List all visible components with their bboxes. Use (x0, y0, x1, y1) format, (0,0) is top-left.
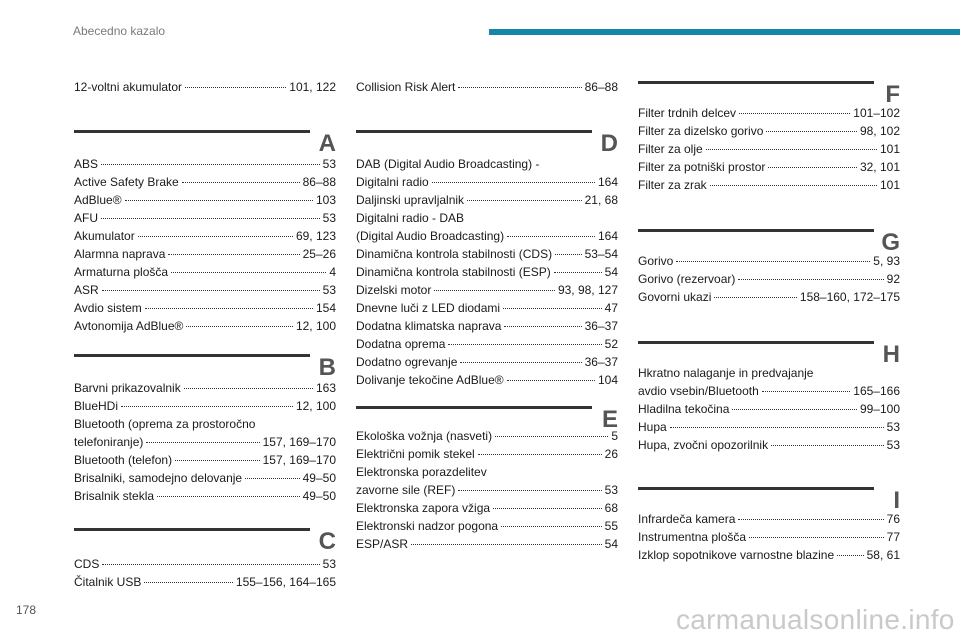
entry-text: Active Safety Brake (74, 175, 179, 189)
entry-text: Filter za zrak (638, 178, 707, 192)
index-entry (638, 158, 900, 176)
dot-leader (555, 254, 582, 255)
entry-pages: 58, 61 (866, 548, 900, 562)
entry-pages: 36–37 (584, 319, 618, 333)
dot-leader (146, 442, 259, 443)
watermark: carmanualsonline.info (676, 604, 955, 635)
section-letter: E (601, 406, 618, 433)
dot-leader (184, 388, 313, 389)
index-entry (74, 379, 336, 397)
entry-text: Elektronski nadzor pogona (356, 519, 499, 533)
dot-leader (766, 131, 857, 132)
index-entry (356, 173, 618, 191)
entry-pages: 103 (315, 193, 336, 207)
index-entry (638, 400, 900, 418)
section-rule (74, 130, 310, 133)
dot-leader (125, 200, 313, 201)
dot-leader (138, 236, 293, 237)
index-entry (356, 499, 618, 517)
index-entry (638, 528, 900, 546)
dot-leader (501, 526, 602, 527)
index-entry (356, 245, 618, 263)
dot-leader (739, 113, 850, 114)
index-entry (638, 288, 900, 306)
entry-text: Čitalnik USB (74, 575, 142, 589)
entry-text: Hladilna tekočina (638, 402, 730, 416)
entry-text: Daljinski upravljalnik (356, 193, 465, 207)
dot-leader (768, 167, 857, 168)
index-entry (74, 433, 336, 451)
entry-pages: 101–102 (853, 106, 900, 120)
section-letter: F (885, 81, 900, 108)
entry-text: Barvni prikazovalnik (74, 381, 181, 395)
entry-pages: 52 (604, 337, 618, 351)
page-number: 178 (16, 603, 37, 617)
index-entry (638, 140, 900, 158)
index-entry-continued (74, 415, 336, 433)
entry-text: Alarmna naprava (74, 247, 166, 261)
dot-leader (411, 544, 602, 545)
section-letter: H (882, 341, 900, 368)
dot-leader (102, 564, 319, 565)
index-entry (638, 104, 900, 122)
entry-pages: 12, 100 (295, 399, 336, 413)
entry-pages: 68 (604, 501, 618, 515)
entry-text: CDS (74, 557, 100, 571)
entry-pages: 53 (322, 157, 336, 171)
index-entry (356, 78, 618, 96)
entry-text: Dodatna klimatska naprava (356, 319, 502, 333)
index-entry (356, 263, 618, 281)
dot-leader (171, 272, 326, 273)
entry-text: Hupa, zvočni opozorilnik (638, 438, 769, 452)
index-entry (356, 535, 618, 553)
section-rule (638, 229, 874, 232)
index-entry (74, 317, 336, 335)
entry-text: Brisalnik stekla (74, 489, 155, 503)
index-entry (74, 397, 336, 415)
dot-leader (458, 87, 581, 88)
dot-leader (738, 279, 883, 280)
index-entry (638, 382, 900, 400)
entry-pages: 164 (597, 175, 618, 189)
index-entry (356, 371, 618, 389)
entry-text: Avtonomija AdBlue® (74, 319, 184, 333)
entry-pages: 55 (604, 519, 618, 533)
dot-leader (676, 261, 870, 262)
dot-leader (157, 496, 300, 497)
entry-pages: 53 (886, 438, 900, 452)
index-entry (638, 122, 900, 140)
entry-pages: 69, 123 (295, 229, 336, 243)
entry-text: Bluetooth (oprema za prostoročno (74, 417, 256, 431)
entry-text: Dizelski motor (356, 283, 432, 297)
entry-pages: 76 (886, 512, 900, 526)
index-entry (74, 263, 336, 281)
entry-text: Filter trdnih delcev (638, 106, 737, 120)
entry-text: Dinamična kontrola stabilnosti (CDS) (356, 247, 553, 261)
entry-text: Električni pomik stekel (356, 447, 475, 461)
entry-pages: 4 (329, 265, 336, 279)
dot-leader (102, 290, 320, 291)
dot-leader (467, 200, 582, 201)
index-entry (638, 510, 900, 528)
section-letter: B (318, 354, 336, 381)
entry-pages: 86–88 (584, 80, 618, 94)
index-entry (356, 445, 618, 463)
entry-text: Gorivo (rezervoar) (638, 272, 736, 286)
dot-leader (478, 454, 602, 455)
section-letter: G (881, 229, 900, 256)
section-rule (356, 130, 592, 133)
index-entry (356, 299, 618, 317)
index-entry (74, 573, 336, 591)
index-entry (74, 451, 336, 469)
entry-pages: 77 (886, 530, 900, 544)
entry-pages: 53 (604, 483, 618, 497)
section-rule (638, 81, 874, 84)
entry-pages: 164 (597, 229, 618, 243)
dot-leader (762, 391, 851, 392)
dot-leader (837, 555, 864, 556)
entry-pages: 49–50 (302, 471, 336, 485)
dot-leader (434, 290, 555, 291)
index-entry (356, 317, 618, 335)
entry-pages: 49–50 (302, 489, 336, 503)
entry-text: Avdio sistem (74, 301, 142, 315)
dot-leader (503, 308, 602, 309)
entry-text: avdio vsebin/Bluetooth (638, 384, 759, 398)
entry-pages: 101 (879, 142, 900, 156)
dot-leader (732, 409, 857, 410)
index-entry (356, 427, 618, 445)
entry-pages: 21, 68 (584, 193, 618, 207)
dot-leader (182, 182, 300, 183)
entry-pages: 158–160, 172–175 (799, 290, 900, 304)
entry-pages: 163 (315, 381, 336, 395)
index-entry (638, 436, 900, 454)
entry-pages: 36–37 (584, 355, 618, 369)
index-entry (74, 227, 336, 245)
index-entry (74, 281, 336, 299)
dot-leader (749, 537, 884, 538)
index-entry (356, 335, 618, 353)
entry-pages: 12, 100 (295, 319, 336, 333)
entry-text: Govorni ukazi (638, 290, 712, 304)
entry-text: Infrardeča kamera (638, 512, 736, 526)
entry-text: Filter za dizelsko gorivo (638, 124, 764, 138)
index-entry-continued (638, 364, 900, 382)
entry-pages: 101, 122 (289, 80, 336, 94)
entry-pages: 104 (597, 373, 618, 387)
index-entry (638, 546, 900, 564)
entry-text: zavorne sile (REF) (356, 483, 456, 497)
dot-leader (670, 427, 884, 428)
entry-pages: 155–156, 164–165 (235, 575, 336, 589)
header-accent-bar (489, 29, 960, 35)
dot-leader (714, 297, 797, 298)
entry-text: ASR (74, 283, 99, 297)
entry-text: Elektronska porazdelitev (356, 465, 487, 479)
entry-pages: 157, 169–170 (262, 453, 336, 467)
index-entry (356, 353, 618, 371)
entry-pages: 98, 102 (859, 124, 900, 138)
index-entry (356, 481, 618, 499)
entry-text: Brisalniki, samodejno delovanje (74, 471, 243, 485)
entry-pages: 99–100 (859, 402, 900, 416)
section-rule (356, 406, 592, 409)
index-entry (638, 418, 900, 436)
index-entry (74, 191, 336, 209)
entry-text: Digitalni radio - DAB (356, 211, 465, 225)
dot-leader (121, 406, 293, 407)
dot-leader (185, 87, 286, 88)
entry-pages: 53–54 (584, 247, 618, 261)
index-entry (638, 252, 900, 270)
index-entry-continued (356, 155, 618, 173)
entry-pages: 157, 169–170 (262, 435, 336, 449)
entry-text: Filter za potniški prostor (638, 160, 766, 174)
dot-leader (706, 149, 877, 150)
entry-text: Collision Risk Alert (356, 80, 456, 94)
index-entry (356, 517, 618, 535)
dot-leader (710, 185, 877, 186)
index-entry (356, 281, 618, 299)
entry-pages: 5 (611, 429, 618, 443)
index-entry (638, 176, 900, 194)
dot-leader (448, 344, 601, 345)
entry-text: Izklop sopotnikove varnostne blazine (638, 548, 835, 562)
dot-leader (554, 272, 602, 273)
entry-pages: 26 (604, 447, 618, 461)
entry-pages: 93, 98, 127 (557, 283, 618, 297)
entry-text: Dinamična kontrola stabilnosti (ESP) (356, 265, 551, 279)
entry-pages: 154 (315, 301, 336, 315)
section-letter: I (893, 487, 900, 514)
dot-leader (144, 582, 233, 583)
entry-text: Gorivo (638, 254, 674, 268)
entry-text: BlueHDi (74, 399, 119, 413)
index-entry (74, 487, 336, 505)
dot-leader (145, 308, 313, 309)
index-entry (74, 78, 336, 96)
entry-text: ABS (74, 157, 99, 171)
section-letter: D (600, 130, 618, 157)
entry-text: Armaturna plošča (74, 265, 169, 279)
section-letter: A (318, 130, 336, 157)
dot-leader (507, 380, 595, 381)
index-entry (356, 227, 618, 245)
index-entry (638, 270, 900, 288)
entry-text: (Digital Audio Broadcasting) (356, 229, 505, 243)
index-entry (74, 245, 336, 263)
entry-text: Bluetooth (telefon) (74, 453, 173, 467)
entry-text: ESP/ASR (356, 537, 409, 551)
dot-leader (771, 445, 884, 446)
entry-pages: 5, 93 (873, 254, 900, 268)
section-rule (638, 487, 874, 490)
section-rule (74, 528, 310, 531)
index-entry (74, 555, 336, 573)
entry-text: Dnevne luči z LED diodami (356, 301, 501, 315)
entry-text: Hupa (638, 420, 667, 434)
entry-text: Akumulator (74, 229, 135, 243)
entry-text: Elektronska zapora vžiga (356, 501, 491, 515)
dot-leader (101, 218, 320, 219)
section-rule (638, 341, 874, 344)
entry-pages: 53 (886, 420, 900, 434)
dot-leader (495, 436, 608, 437)
entry-text: Dodatna oprema (356, 337, 446, 351)
entry-pages: 53 (322, 211, 336, 225)
entry-text: Filter za olje (638, 142, 703, 156)
index-entry (74, 155, 336, 173)
entry-text: Instrumentna plošča (638, 530, 747, 544)
entry-pages: 165–166 (853, 384, 900, 398)
dot-leader (245, 478, 300, 479)
entry-pages: 25–26 (302, 247, 336, 261)
section-rule (74, 354, 310, 357)
entry-text: AdBlue® (74, 193, 122, 207)
entry-text: Dodatno ogrevanje (356, 355, 458, 369)
entry-text: Dolivanje tekočine AdBlue® (356, 373, 504, 387)
entry-text: telefoniranje) (74, 435, 144, 449)
entry-pages: 101 (879, 178, 900, 192)
entry-text: Hkratno nalaganje in predvajanje (638, 366, 814, 380)
entry-pages: 47 (604, 301, 618, 315)
dot-leader (186, 326, 293, 327)
index-entry (356, 191, 618, 209)
dot-leader (175, 460, 260, 461)
dot-leader (504, 326, 581, 327)
entry-pages: 53 (322, 283, 336, 297)
entry-text: Ekološka vožnja (nasveti) (356, 429, 493, 443)
entry-text: Digitalni radio (356, 175, 429, 189)
header-title: Abecedno kazalo (73, 24, 166, 38)
entry-pages: 54 (604, 537, 618, 551)
index-entry (74, 173, 336, 191)
entry-pages: 92 (886, 272, 900, 286)
dot-leader (432, 182, 595, 183)
entry-pages: 53 (322, 557, 336, 571)
entry-text: AFU (74, 211, 98, 225)
dot-leader (738, 519, 883, 520)
index-entry (74, 209, 336, 227)
index-entry (74, 469, 336, 487)
dot-leader (101, 164, 320, 165)
entry-pages: 86–88 (302, 175, 336, 189)
entry-text: 12-voltni akumulator (74, 80, 183, 94)
entry-pages: 54 (604, 265, 618, 279)
dot-leader (507, 236, 595, 237)
entry-pages: 32, 101 (859, 160, 900, 174)
dot-leader (168, 254, 299, 255)
index-entry-continued (356, 209, 618, 227)
dot-leader (458, 490, 601, 491)
index-entry (74, 299, 336, 317)
dot-leader (493, 508, 602, 509)
index-entry-continued (356, 463, 618, 481)
entry-text: DAB (Digital Audio Broadcasting) - (356, 157, 540, 171)
section-letter: C (318, 528, 336, 555)
dot-leader (460, 362, 581, 363)
